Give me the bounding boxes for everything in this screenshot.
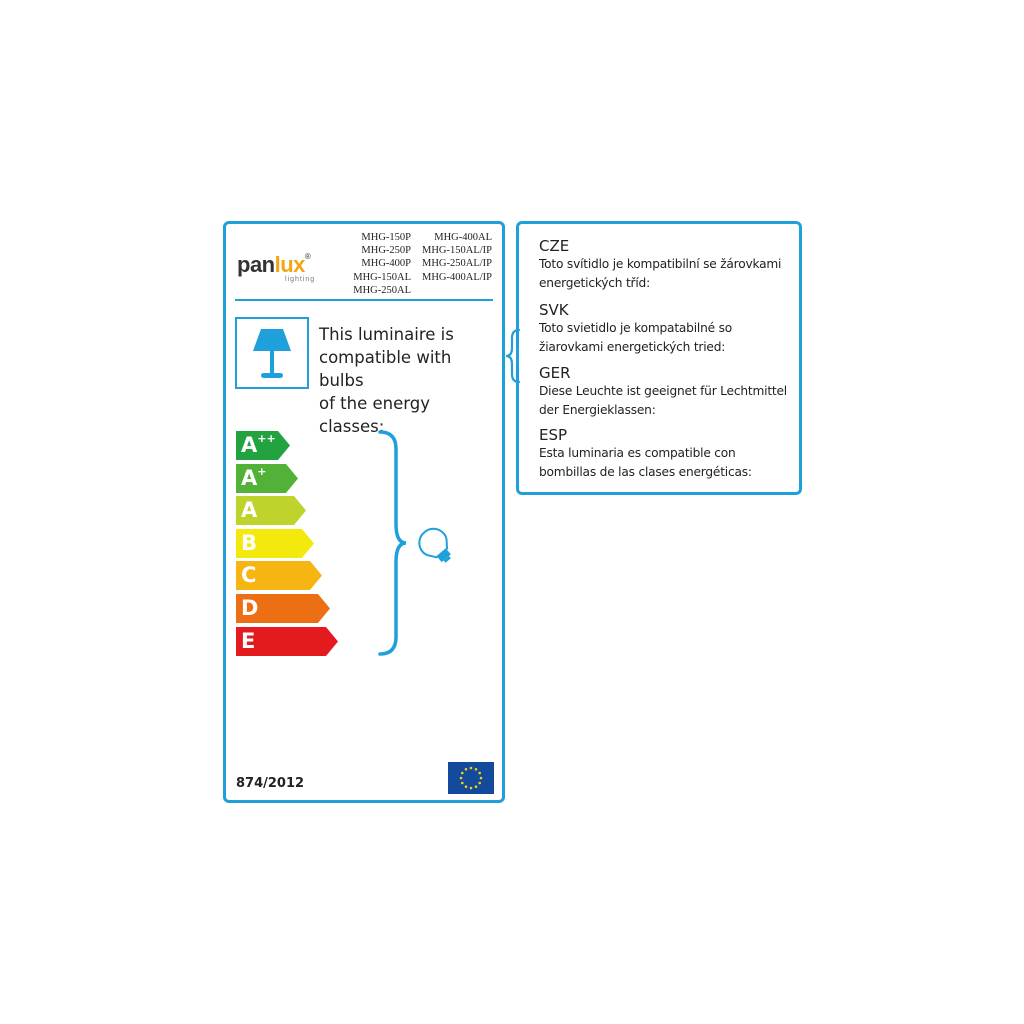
- translation-line: žiarovkami energetických tried:: [539, 340, 726, 354]
- model-item: MHG-250P: [361, 245, 411, 257]
- eu-flag-icon: [448, 762, 494, 794]
- logo-tagline: lighting: [285, 276, 316, 283]
- language-code: SVK: [539, 301, 569, 319]
- language-code: ESP: [539, 426, 568, 444]
- translation-ger: [539, 364, 787, 420]
- translation-line: Toto svítidlo je kompatibilní se žárovkami: [539, 257, 782, 271]
- model-list-col2: [422, 231, 492, 284]
- logo-text-pan: pan: [237, 252, 275, 277]
- language-code: CZE: [539, 237, 570, 255]
- logo-text-lux: lux: [274, 252, 305, 277]
- model-item: MHG-150AL: [353, 271, 411, 283]
- compatibility-statement: [319, 323, 499, 438]
- model-item: MHG-150AL/IP: [422, 245, 492, 257]
- translation-line: der Energieklassen:: [539, 403, 656, 417]
- regulation-number: 874/2012: [236, 776, 305, 791]
- header-divider: [235, 299, 493, 301]
- model-item: MHG-400AL/IP: [422, 271, 492, 283]
- language-code: GER: [539, 364, 571, 382]
- translation-line: Diese Leuchte ist geeignet für Lechtmittel: [539, 384, 787, 398]
- translation-cze: [539, 237, 781, 293]
- compatibility-line: compatible with bulbs: [319, 348, 452, 390]
- translation-line: bombillas de las clases energéticas:: [539, 465, 752, 479]
- logo-registered-mark: ®: [304, 252, 311, 261]
- compatibility-line: This luminaire is: [319, 325, 454, 344]
- class-brace-icon: [376, 429, 410, 657]
- panlux-logo: [237, 252, 316, 283]
- model-item: MHG-400AL: [434, 232, 492, 243]
- energy-label-panel: panlux® lighting MHG-150P MHG-250P MHG-400P MHG-150AL MHG-250AL MHG-400AL MHG-150AL/IP MHG-250AL/IP MHG-400AL/IP This luminaire is compatible with bulbs of the energy classes: A++ A+ A B C D E 874/2012: [223, 221, 505, 803]
- translation-svk: [539, 301, 732, 357]
- model-item: MHG-400P: [361, 258, 411, 270]
- model-list-col1: [353, 231, 411, 297]
- model-item: MHG-250AL: [353, 284, 411, 296]
- light-bulb-icon: [412, 524, 460, 568]
- translation-line: energetických tříd:: [539, 276, 650, 290]
- table-lamp-icon: [235, 317, 309, 389]
- translation-line: Toto svietidlo je kompatabilné so: [539, 321, 732, 335]
- translation-esp: [539, 426, 752, 482]
- model-item: MHG-250AL/IP: [422, 258, 492, 270]
- translations-panel: [516, 221, 802, 495]
- translation-line: Esta luminaria es compatible con: [539, 446, 736, 460]
- model-item: MHG-150P: [361, 232, 411, 243]
- compatibility-line: of the energy classes:: [319, 394, 430, 436]
